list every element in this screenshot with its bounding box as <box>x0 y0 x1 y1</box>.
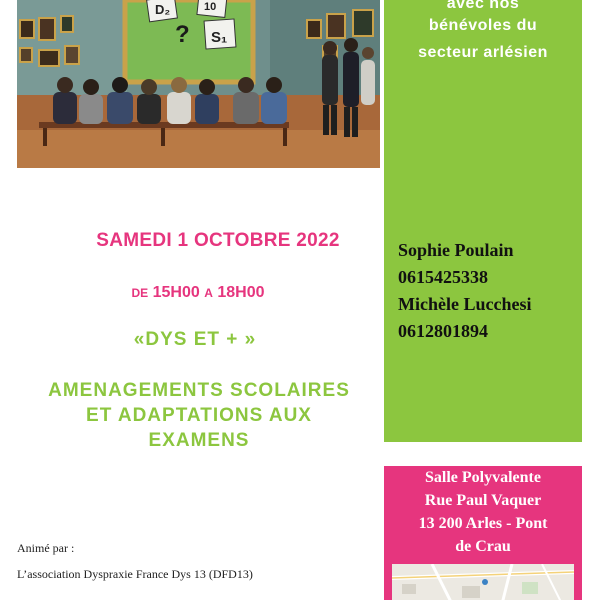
event-date: SAMEDI 1 OCTOBRE 2022 <box>96 230 340 251</box>
animated-by-label: Animé par : <box>17 541 75 555</box>
venue-line-4: de Crau <box>455 538 511 555</box>
map-pin-icon <box>482 579 488 585</box>
venue-address <box>384 466 582 558</box>
contact-name-2: Michèle Lucchesi <box>398 294 532 314</box>
contact-phone-2: 0612801894 <box>398 321 488 341</box>
time-de: DE <box>131 286 149 300</box>
venue-map[interactable] <box>392 564 574 600</box>
contact-phone-1: 0615425338 <box>398 267 488 287</box>
event-headline <box>0 378 398 453</box>
tile-10: 10 <box>204 1 217 13</box>
event-time <box>0 284 396 302</box>
volunteers-line-1: avec nos <box>446 0 520 12</box>
volunteers-heading <box>384 0 582 64</box>
museum-photo <box>17 0 380 168</box>
time-end: 18H00 <box>217 284 265 301</box>
contact-name-1: Sophie Poulain <box>398 240 514 260</box>
tile-d: D₂ <box>155 2 171 17</box>
venue-panel <box>384 466 582 600</box>
time-a: A <box>204 286 213 300</box>
volunteers-panel <box>384 0 582 442</box>
volunteers-line-3: secteur arlésien <box>418 44 548 61</box>
association-name: L’association Dyspraxie France Dys 13 (DFD13) <box>17 567 253 581</box>
event-theme: «DYS ET + » <box>133 329 257 350</box>
contact-list <box>398 237 531 345</box>
headline-line-3: EXAMENS <box>148 430 250 451</box>
time-start: 15H00 <box>152 284 200 301</box>
venue-line-2: Rue Paul Vaquer <box>424 492 542 509</box>
tile-s: S₁ <box>211 29 228 46</box>
venue-line-1: Salle Polyvalente <box>425 469 541 486</box>
headline-line-2: ET ADAPTATIONS AUX <box>86 405 312 426</box>
venue-line-3: 13 200 Arles - Pont <box>418 515 548 532</box>
volunteers-line-2: bénévoles du <box>428 17 538 34</box>
tile-question: ? <box>175 21 190 48</box>
headline-line-1: AMENAGEMENTS SCOLAIRES <box>48 380 350 401</box>
